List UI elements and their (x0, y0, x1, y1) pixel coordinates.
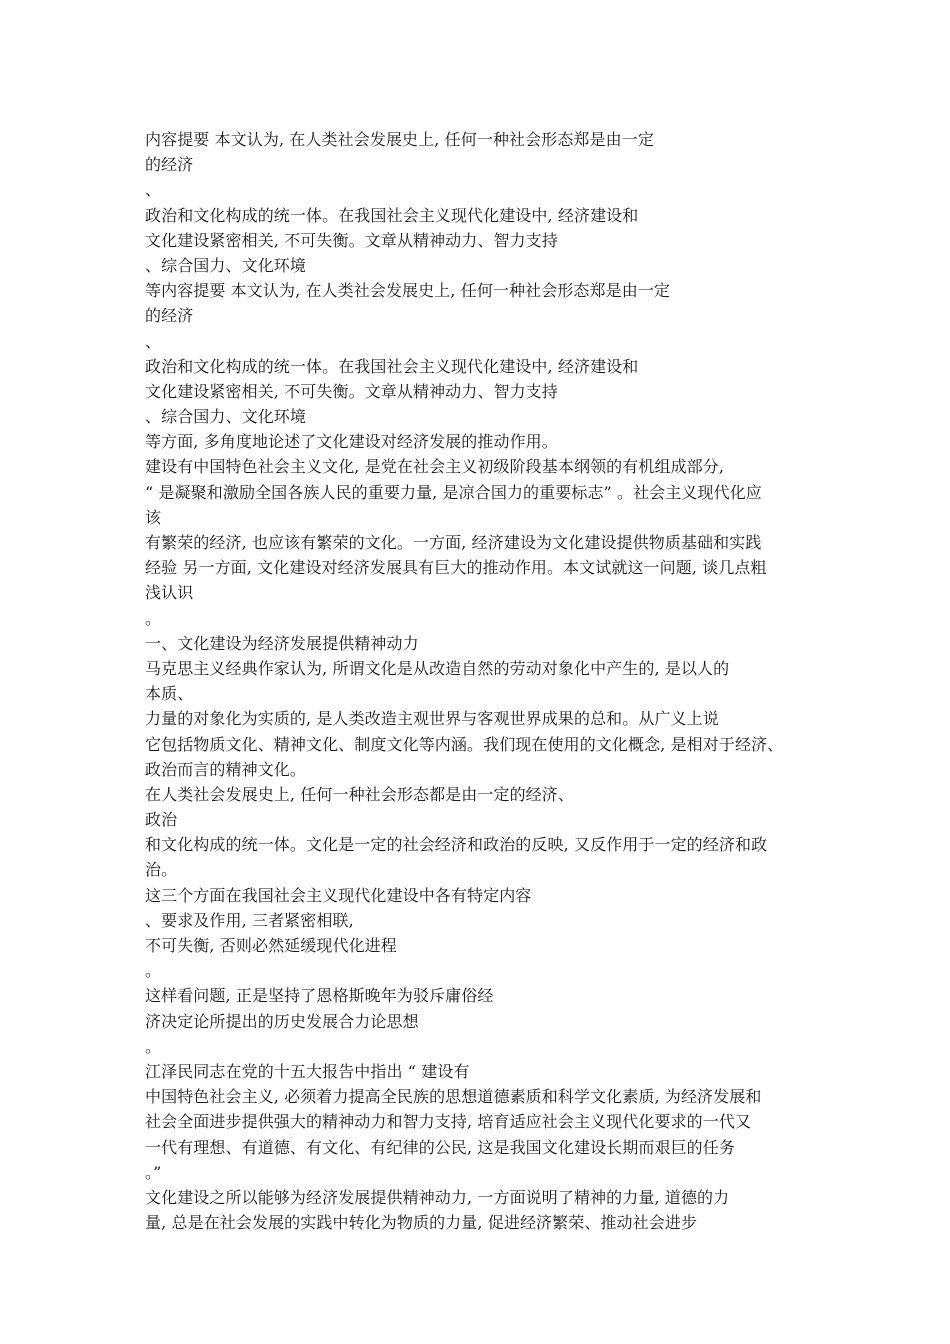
text-line: 。 (145, 961, 162, 981)
text-line: 这三个方面在我国社会主义现代化建设中各有特定内容 (145, 885, 532, 905)
text-line: 政治和文化构成的统一体。在我国社会主义现代化建设中, 经济建设和 (145, 356, 639, 376)
text-line: 力量的对象化为实质的, 是人类改造主观世界与客观世界成果的总和。从广义上说 (145, 709, 719, 729)
text-line: 、 (145, 180, 162, 200)
text-line: 文化建设之所以能够为经济发展提供精神动力, 一方面说明了精神的力量, 道德的力 (145, 1187, 730, 1207)
text-line: 。 (145, 1036, 162, 1056)
text-line: 浅认识 (145, 583, 194, 603)
text-line: 社会全面进步提供强大的精神动力和智力支持, 培育适应社会主义现代化要求的一代又 (145, 1112, 752, 1132)
text-line: 、综合国力、文化环境 (145, 255, 307, 275)
text-line: 马克思主义经典作家认为, 所谓文化是从改造自然的劳动对象化中产生的, 是以人的 (145, 658, 730, 678)
text-line: 不可失衡, 否则必然延缓现代化进程 (145, 936, 397, 955)
text-line: 、 (145, 331, 162, 351)
text-line: 政治和文化构成的统一体。在我国社会主义现代化建设中, 经济建设和 (145, 205, 639, 225)
text-line: 中国特色社会主义, 必须着力提高全民族的思想道德素质和科学文化素质, 为经济发展和 (145, 1087, 762, 1107)
text-line: 一代有理想、有道德、有文化、有纪律的公民, 这是我国文化建设长期而艰巨的任务 (145, 1137, 735, 1157)
section-heading: 一、文化建设为经济发展提供精神动力 (145, 633, 419, 653)
text-line: 有繁荣的经济, 也应该有繁荣的文化。一方面, 经济建设为文化建设提供物质基础和实践 (145, 533, 762, 552)
text-line: 它包括物质文化、精神文化、制度文化等内涵。我们现在使用的文化概念, 是相对于经济、 (145, 734, 784, 754)
text-line: 政治 (145, 810, 178, 830)
text-line: 建设有中国特色社会主义文化, 是党在社会主义初级阶段基本纲领的有机组成部分, (145, 457, 725, 477)
document-body (145, 127, 825, 1235)
text-line: 内容提要 本文认为, 在人类社会发展史上, 任何一种社会形态郑是由一定 (145, 130, 654, 149)
text-line: 的经济 (145, 155, 194, 175)
text-line: 、综合国力、文化环境 (145, 407, 307, 427)
text-line: 等方面, 多角度地论述了文化建设对经济发展的推动作用。 (145, 432, 558, 452)
text-line: 的经济 (145, 306, 194, 326)
text-line: 文化建设紧密相关, 不可失衡。文章从精神动力、智力支持 (145, 381, 558, 401)
text-line: “ 是凝聚和激励全国各族人民的重要力量, 是凉合国力的重要标志” 。社会主义现代化应 (145, 482, 762, 502)
text-line: 在人类社会发展史上, 任何一种社会形态都是由一定的经济、 (145, 784, 574, 804)
text-line: 经验 另一方面, 文化建设对经济发展具有巨大的推动作用。本文试就这一问题, 谈几点粗 (145, 558, 767, 578)
text-line: 本质、 (145, 684, 194, 704)
text-line: 。 (145, 608, 162, 628)
text-line: 济决定论所提出的历史发展合力论思想 (145, 1011, 419, 1031)
text-line: 、要求及作用, 三者紧密相联, (145, 910, 354, 930)
text-line: 。” (145, 1162, 162, 1182)
text-line: 文化建设紧密相关, 不可失衡。文章从精神动力、智力支持 (145, 230, 558, 250)
text-line: 量, 总是在社会发展的实践中转化为物质的力量, 促进经济繁荣、推动社会进步 (145, 1213, 698, 1233)
text-line: 等内容提要 本文认为, 在人类社会发展史上, 任何一种社会形态郑是由一定 (145, 281, 671, 301)
text-line: 和文化构成的统一体。文化是一定的社会经济和政治的反映, 又反作用于一定的经济和政 (145, 835, 768, 855)
text-line: 江泽民同志在党的十五大报告中指出 “ 建设有 (145, 1061, 470, 1081)
text-line: 政治而言的精神文化。 (145, 759, 307, 779)
text-line: 该 (145, 507, 162, 527)
text-line: 这样看问题, 正是坚持了恩格斯晚年为驳斥庸俗经 (145, 986, 494, 1006)
text-line: 治。 (145, 860, 178, 880)
